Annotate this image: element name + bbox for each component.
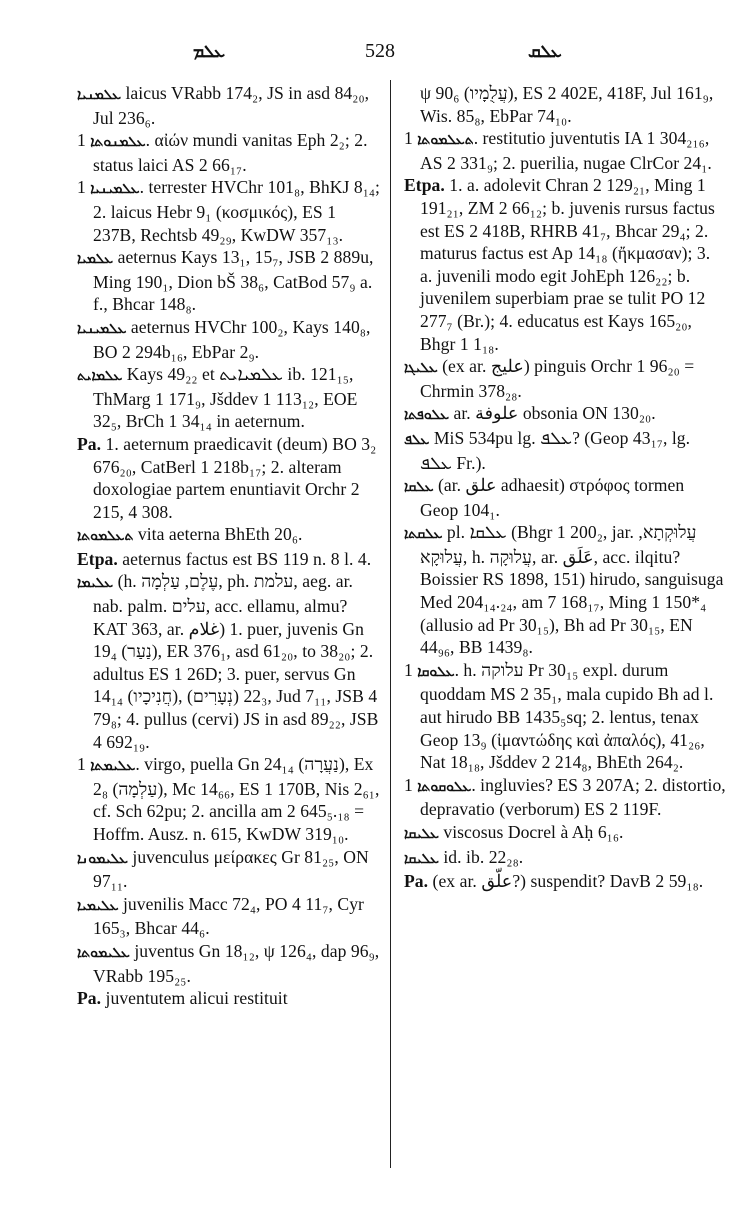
entry-text: viscosus Docrel à Aḥ 6₁₆. — [438, 822, 624, 842]
left-guide-word: ܥܠܡ — [193, 42, 226, 62]
entry-text: aeternus Kays 13₁, 15₇, JSB 2 889u, Ming 190₁, Dion bŠ 38₆, CatBod 57₉ a. f., Bhcar 148₈. — [93, 247, 374, 315]
entry-headword: ܥܠܘܩܘܬܐ — [417, 778, 472, 795]
entry-headword: ܬܥܠܡܘܬܐ — [417, 132, 474, 149]
entry-text: 1. h. עלוקה Pr 30₁₅ expl. durum quoddam MS 2 35₁, mala cupido Bh ad l. aut hirudo BB 1435₅sq; 2. lentus, tenax Geop 13₉ (ἱμαντώδης καὶ ἀπαλός), 41₂₆, Nat 18₁₈, Jšddev 2 214₈, BhEth 264₂. — [404, 659, 714, 773]
entry-text: Kays 49₂₂ et ܥܠܡܝܐܝܬ ib. 121₁₅, ThMarg 1 171₉, Jšddev 1 113₁₂, EOE 32₅, BrCh 1 34₁₄ in aeternum. — [93, 364, 358, 432]
entry-text: 1. restitutio juventutis IA 1 304₂₁₆, AS 2 331₉; 2. puerilia, nugae ClrCor 24₁. — [404, 128, 712, 173]
entry-text: (h. עֶלֶם, עַלְמָה, ph. עלמת, aeg. ar. nab. palm. עלים, acc. ellamu, almu? KAT 363, ar. غلام) 1. puer, juvenis Gn 19₄ (נַעַר), ER 376₁, asd 61₂₀, to 38₂₀; 2. adultus ES 1 26D; 3. puer, servus Gn 14₁₄ (חֲנִיכָיו), 22₃ (נְעָרִים), Jud 7₁₁, JSB 4 79₈; 4. pullus (cervi) JS in asd 89₂₂, JSB 4 692₁₉. — [93, 571, 379, 752]
entry-text: (ex ar. عليج) pinguis Orchr 1 96₂₀ = Chrmin 378₂₈. — [420, 356, 695, 401]
entry-text: 1. a. adolevit Chran 2 129₂₁, Ming 1 191₂₁, ZM 2 66₁₂; b. juvenis rursus factus est ES 2 418B, RHRB 41₇, Bhcar 29₄; 2. maturus factus est Ap 14₁₈ (ἤκμασαν); 3. a. juvenili modo egit JohEph 126₂₂; b. juvenilem superbiam prae se tulit PO 12 277₇ (Br.); 4. educatus est Kays 165₂₀, Bhgr 1 1₁₈. — [420, 175, 715, 354]
right-column — [404, 82, 726, 893]
dictionary-entry — [77, 316, 381, 363]
entry-text: juventutem alicui restituit — [101, 988, 288, 1009]
dictionary-entry — [77, 82, 381, 129]
dictionary-entry — [404, 774, 726, 821]
entry-headword: ܥܠܘܦܬܐ — [404, 407, 450, 424]
entry-text: pl. ܥܠܩܐ (Bhgr 1 200₂, jar. עֲלוּקְתָא, עֲלוּקָא, h. עֲלוּקָה, ar. عَلَق, acc. ilqitu? Boissier RS 1898, 151) hirudo, sanguisuga Med 204₁₄.₂₄, am 7 168₁₇, Ming 1 150*₄ (allusio ad Pr 30₁₅), Bh ad Pr 30₁₅, EN 44₉₆, BB 1439₈. — [420, 522, 724, 658]
dictionary-entry — [404, 402, 726, 427]
entry-text: 1. virgo, puella Gn 24₁₄ (נַעֲרָה), Ex 2₈ (עַלְמָה), Mc 14₆₆, ES 1 170B, Nis 2₆₁, cf. Sch 62pu; 2. ancilla am 2 645₅.₁₈ = Hoffm. Ausz. n. 615, KwDW 319₁₀. — [77, 754, 380, 844]
entry-headword: Pa. — [404, 871, 429, 892]
dictionary-entry — [77, 548, 381, 571]
dictionary-entry — [404, 82, 726, 127]
entry-text: laicus VRabb 174₂, JS in asd 84₂₀, Jul 236₆. — [93, 83, 370, 128]
entry-text: 1. aeternum praedicavit (deum) BO 3₂ 676₂₀, CatBerl 1 218b₁₇; 2. alteram doxologiae partem enuntiavit Orchr 2 215, 4 308. — [93, 433, 377, 522]
entry-headword: ܥܠܩܬܐ — [404, 526, 443, 543]
entry-text: (ex ar. علّق?) suspendit? DavB 2 59₁₈. — [428, 871, 704, 892]
entry-headword: Etpa. — [77, 548, 118, 569]
entry-headword: ܥܠܝܡܐ — [77, 575, 114, 592]
dictionary-entry — [77, 176, 381, 246]
entry-headword: ܥܠܝܡܝܐ — [77, 897, 119, 914]
dictionary-entry — [404, 821, 726, 846]
dictionary-entry — [77, 363, 381, 433]
entry-text: id. ib. 22₂₈. — [438, 846, 524, 867]
dictionary-entry — [404, 521, 726, 659]
entry-headword: Etpa. — [404, 175, 445, 196]
entry-headword: ܥܠܡܝܢܝܐ — [77, 320, 127, 337]
dictionary-entry — [404, 474, 726, 521]
entry-headword: ܥܠܡܝܢܝܐ — [90, 181, 140, 198]
dictionary-entry — [404, 870, 726, 893]
entry-text: 1. αἰών mundi vanitas Eph 2₂; 2. status laici AS 2 66₁₇. — [77, 130, 368, 175]
entry-headword: ܥܠܝܩܐ — [404, 826, 439, 842]
entry-text: juventus Gn 18₁₂, ψ 126₄, dap 96₉, VRabb 195₂₅. — [93, 940, 380, 986]
dictionary-entry — [77, 129, 381, 176]
entry-headword: ܥܠܡܝܐ — [77, 251, 114, 268]
entry-text: aeternus factus est BS 119 n. 8 l. 4. — [117, 548, 372, 569]
page-header — [0, 40, 750, 70]
dictionary-entry — [77, 433, 381, 523]
dictionary-entry — [77, 570, 381, 753]
dictionary-entry — [77, 987, 381, 1010]
entry-text: vita aeterna BhEth 20₆. — [133, 524, 303, 545]
dictionary-entry — [77, 846, 381, 893]
entry-text: juvenculus μείρακες Gr 81₂₅, ON 97₁₁. — [93, 846, 369, 892]
entry-headword: ܥܠܝܩܐ — [404, 850, 439, 867]
entry-text: aeternus HVChr 100₂, Kays 140₈, BO 2 294b₁₆, EbPar 2₉. — [93, 316, 371, 362]
entry-text: ar. علوفة obsonia ON 130₂₀. — [449, 403, 656, 424]
entry-headword: ܥܠܘܩܐ — [417, 663, 455, 680]
dictionary-entry — [404, 355, 726, 402]
entry-headword: ܥܠܝܡܬܐ — [90, 758, 136, 775]
dictionary-entry — [77, 246, 381, 316]
dictionary-entry — [77, 893, 381, 940]
entry-headword: ܥܠܡܢܝܐ — [77, 87, 122, 103]
entry-headword: Pa. — [77, 433, 102, 454]
right-guide-word: ܥܠܩ — [528, 42, 562, 62]
dictionary-entry — [404, 659, 726, 774]
dictionary-entry — [404, 174, 726, 355]
dictionary-entry — [77, 753, 381, 845]
entry-headword: ܬܥܠܡܘܬܐ — [77, 528, 134, 545]
dictionary-entry — [404, 427, 726, 474]
entry-text: (ar. علق adhaesit) στρόφος tormen Geop 104₁. — [420, 475, 685, 520]
entry-headword: ܥܠܝܡܘܬܐ — [77, 944, 130, 961]
dictionary-entry — [404, 127, 726, 174]
left-column — [77, 82, 381, 1010]
entry-text: 1. terrester HVChr 101₈, BhKJ 8₁₄; 2. laicus Hebr 9₁ (κοσμικός), ES 1 237B, Rechtsb 49₂₉, KwDW 357₁₃. — [77, 177, 380, 245]
entry-headword: ܥܠܡܢܘܬܐ — [90, 134, 146, 151]
entry-headword: ܥܠܝܓܐ — [404, 360, 438, 377]
page-number: 528 — [365, 40, 395, 62]
entry-headword: ܥܠܝܡܘܢܐ — [77, 850, 128, 867]
entry-headword: Pa. — [77, 988, 102, 1009]
entry-text: 1. ingluvies? ES 3 207A; 2. distortio, depravatio (verborum) ES 2 119F. — [404, 774, 726, 820]
entry-headword: ܥܠܦ — [404, 431, 430, 448]
dictionary-entry — [77, 523, 381, 548]
entry-headword: ܥܠܡܐܝܬ — [77, 368, 123, 385]
dictionary-entry — [404, 846, 726, 871]
column-divider — [390, 80, 391, 1168]
dictionary-entry — [77, 940, 381, 987]
entry-text: ψ 90₆ (עֲלֻמָיו), ES 2 402E, 418F, Jul 161₉, Wis. 85₈, EbPar 74₁₀. — [420, 83, 714, 126]
entry-text: juvenilis Macc 72₄, PO 4 11₇, Cyr 165₃, Bhcar 44₆. — [93, 893, 364, 939]
entry-headword: ܥܠܩܐ — [404, 479, 434, 496]
entry-text: MiS 534pu lg. ܥܠܦ? (Geop 43₁₇, lg. ܥܠܦ Fr.). — [420, 427, 691, 473]
